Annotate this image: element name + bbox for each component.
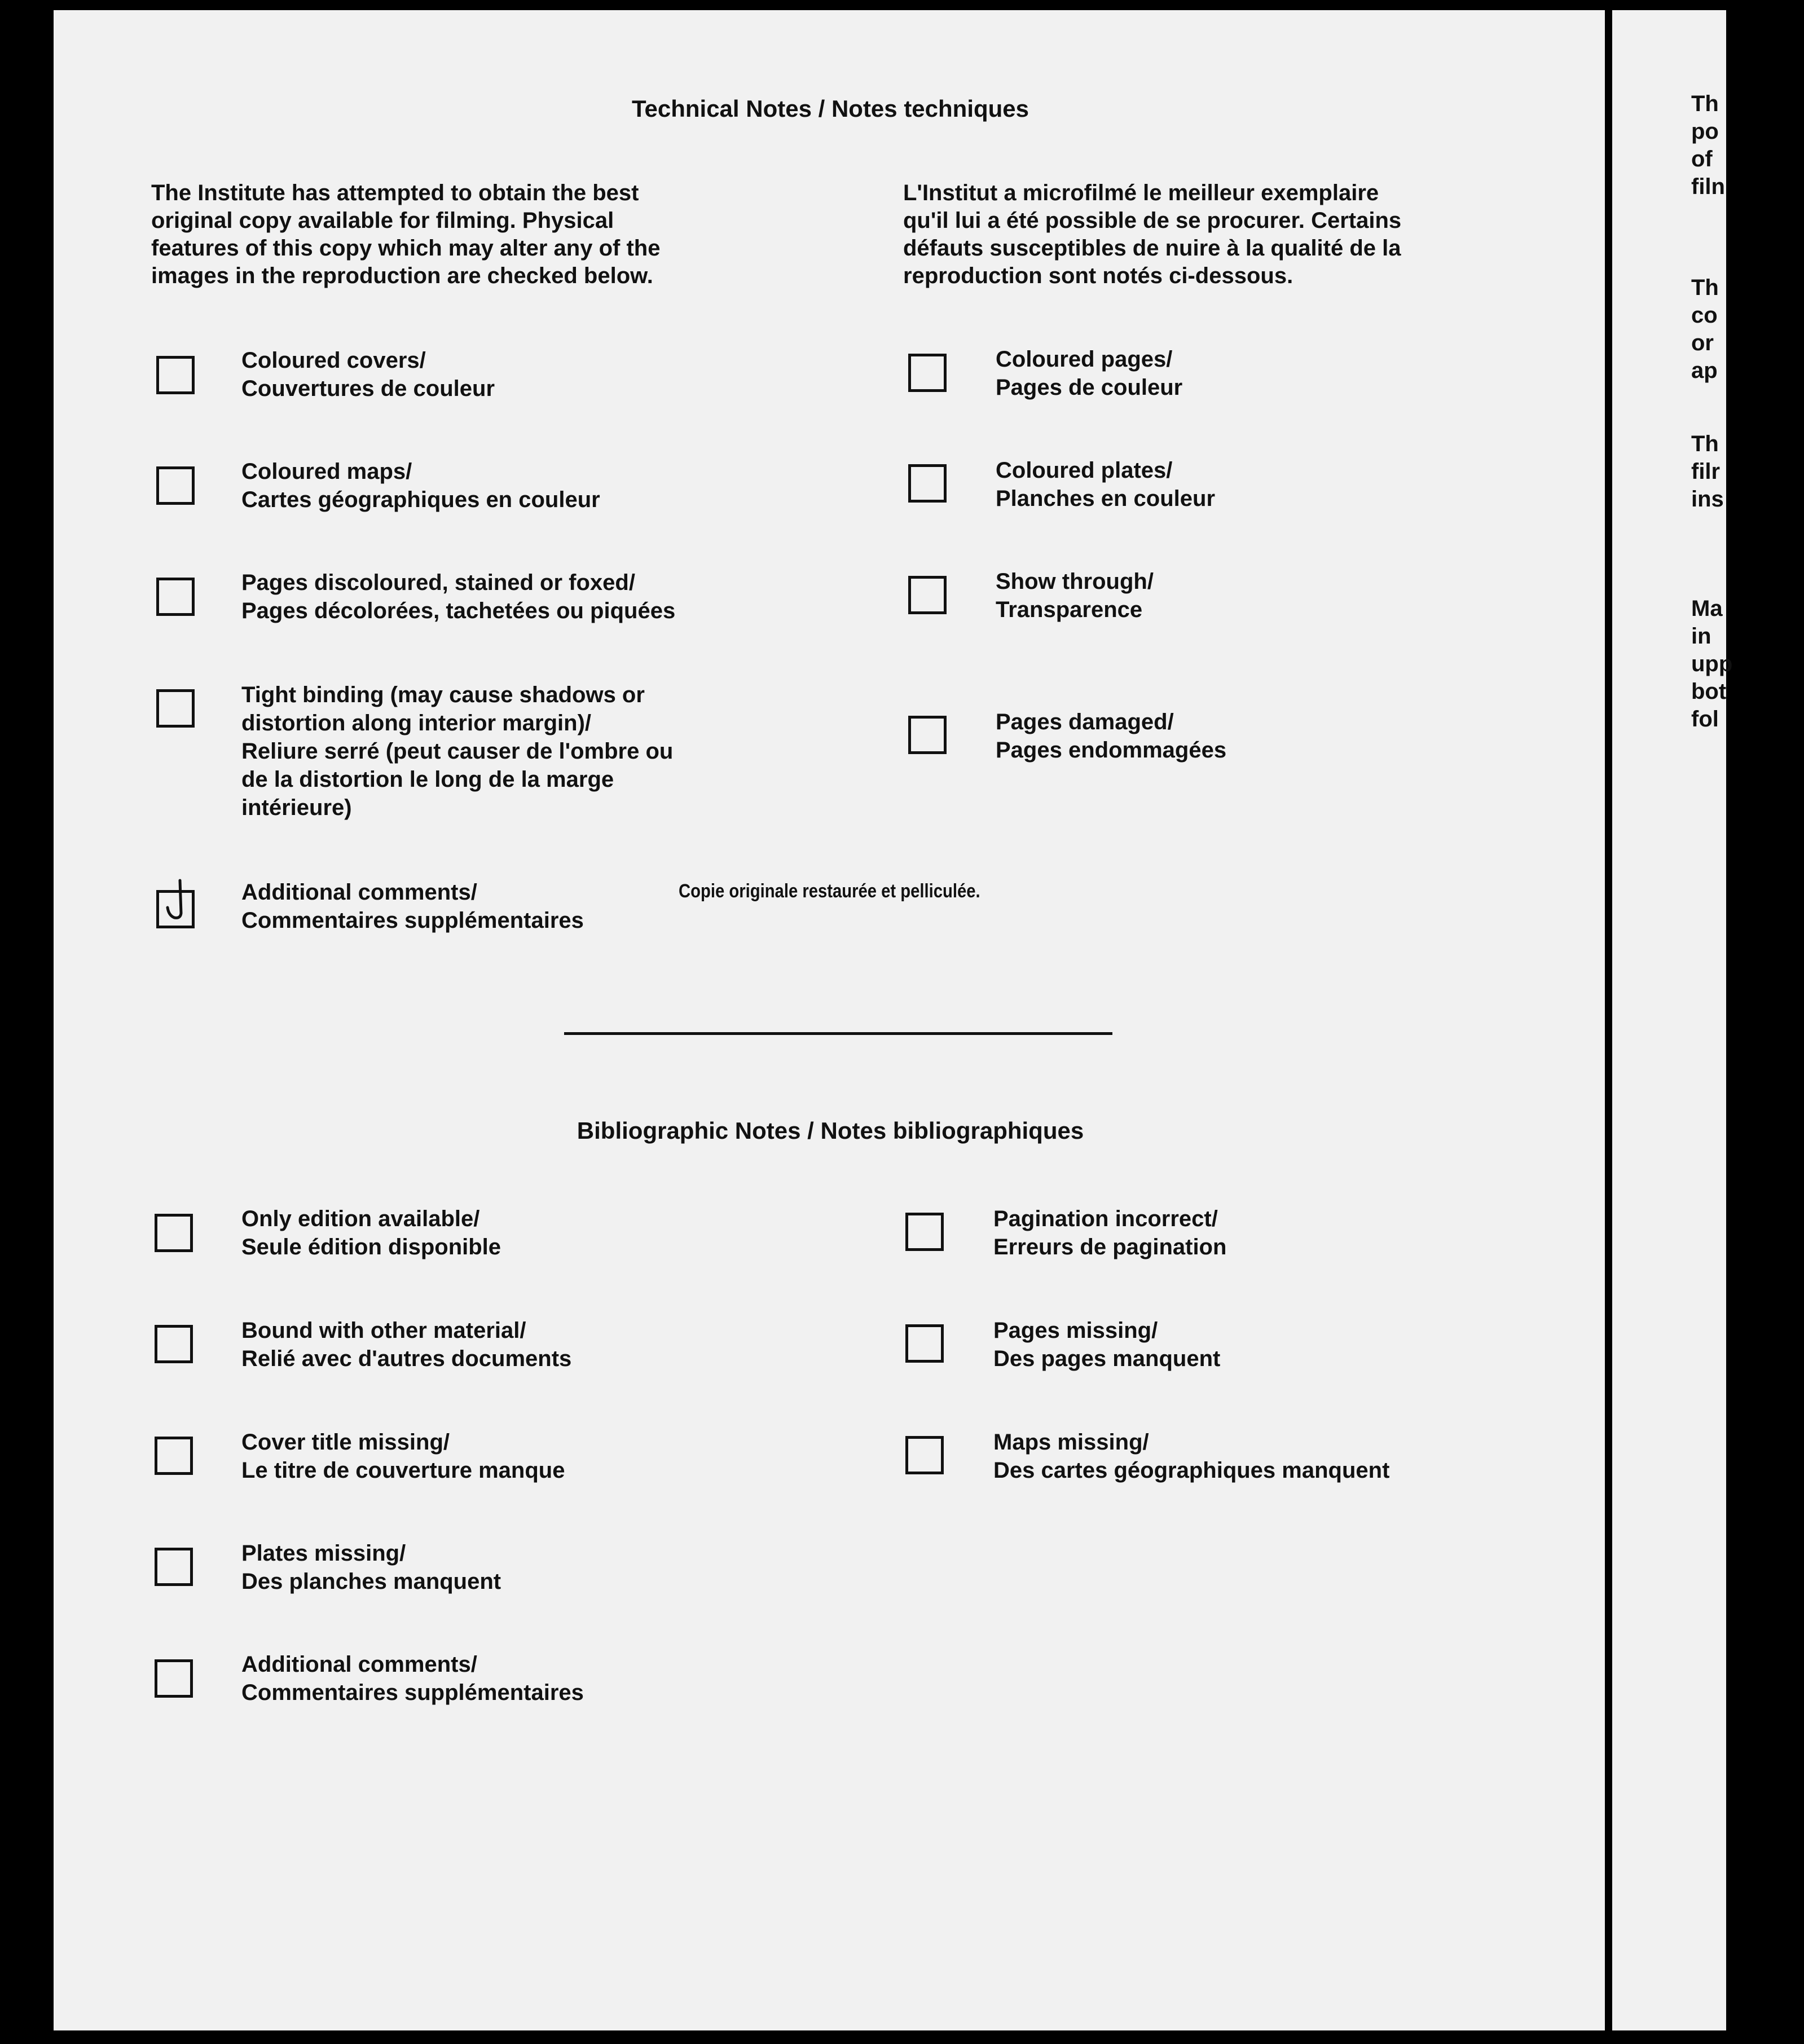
label-only-edition [241,1205,501,1261]
checkbox-maps-missing[interactable] [905,1436,944,1474]
intro-line: original copy available for filming. Physical [151,208,614,233]
label-line: Coloured plates/ [996,458,1173,483]
label-line: Le titre de couverture manque [241,1458,565,1483]
checkbox-coloured-pages[interactable] [908,354,947,392]
checkbox-cover-title-missing[interactable] [155,1437,193,1475]
intro-line: images in the reproduction are checked below. [151,263,653,288]
label-tight-binding [241,681,673,822]
label-line: Pages de couleur [996,375,1183,400]
fragment-line: upp [1691,651,1733,676]
intro-line: reproduction sont notés ci-dessous. [903,263,1293,288]
label-line: Des pages manquent [993,1346,1221,1371]
label-line: Tight binding (may cause shadows or [241,682,645,707]
fragment-block-2 [1691,274,1804,385]
checkbox-pages-discoloured[interactable] [156,578,195,616]
label-coloured-covers [241,346,495,403]
checkbox-only-edition[interactable] [155,1214,193,1252]
fragment-line: co [1691,303,1718,328]
checkbox-additional-comments-technical[interactable] [156,890,195,928]
checkbox-additional-comments-bibliographic[interactable] [155,1659,193,1698]
intro-line: features of this copy which may alter any of the [151,236,661,261]
fragment-block-4 [1691,595,1804,733]
technical-notes-page [54,10,1605,2030]
label-line: Additional comments/ [241,1652,477,1677]
label-line: Plates missing/ [241,1541,406,1566]
fragment-line: Th [1691,275,1719,300]
label-maps-missing [993,1428,1389,1484]
label-pages-damaged [996,708,1226,764]
fragment-line: po [1691,119,1719,144]
label-show-through [996,567,1154,624]
label-line: Commentaires supplémentaires [241,908,584,933]
label-line: Planches en couleur [996,486,1216,511]
label-line: Pages damaged/ [996,710,1174,734]
checkbox-plates-missing[interactable] [155,1548,193,1586]
fragment-line: ap [1691,358,1718,383]
label-line: Seule édition disponible [241,1235,501,1259]
fragment-line: Th [1691,91,1719,116]
intro-line: The Institute has attempted to obtain the best [151,180,639,205]
label-line: Erreurs de pagination [993,1235,1227,1259]
label-line: Only edition available/ [241,1206,480,1231]
label-line: Pagination incorrect/ [993,1206,1218,1231]
label-line: Maps missing/ [993,1430,1149,1455]
label-line: de la distortion le long de la marge [241,767,614,792]
fragment-line: Th [1691,431,1719,456]
section-divider [564,1032,1112,1035]
label-pages-missing [993,1316,1220,1373]
label-line: Des planches manquent [241,1569,501,1594]
label-additional-comments-technical [241,878,584,935]
label-line: Coloured pages/ [996,347,1173,372]
label-line: Cartes géographiques en couleur [241,487,600,512]
check-mark-icon [161,878,192,929]
fragment-line: filn [1691,174,1725,199]
label-plates-missing [241,1539,501,1596]
label-line: Pages endommagées [996,738,1227,763]
label-line: Coloured covers/ [241,348,426,373]
bibliographic-notes-heading: Bibliographic Notes / Notes bibliographiques [577,1117,1084,1144]
intro-french [903,179,1401,290]
label-coloured-pages [996,345,1182,402]
additional-comment-text: Copie originale restaurée et pelliculée. [679,880,980,902]
label-line: Reliure serré (peut causer de l'ombre ou [241,739,674,764]
fragment-line: fol [1691,707,1719,732]
intro-english [151,179,660,290]
label-line: Transparence [996,597,1143,622]
fragment-block-1 [1691,90,1804,201]
label-additional-comments-bibliographic [241,1650,584,1707]
checkbox-show-through[interactable] [908,576,947,614]
label-coloured-maps [241,457,600,514]
technical-notes-heading: Technical Notes / Notes techniques [631,95,1029,122]
fragment-line: or [1691,331,1714,355]
label-line: Bound with other material/ [241,1318,526,1343]
label-line: Pages missing/ [993,1318,1158,1343]
label-line: Des cartes géographiques manquent [993,1458,1390,1483]
checkbox-coloured-covers[interactable] [156,356,195,394]
fragment-line: filr [1691,459,1721,484]
intro-line: défauts susceptibles de nuire à la qualité de la [903,236,1401,261]
fragment-line: ins [1691,487,1724,512]
label-line: intérieure) [241,795,352,820]
checkbox-tight-binding[interactable] [156,689,195,728]
label-line: Additional comments/ [241,880,477,905]
label-cover-title-missing [241,1428,565,1484]
fragment-line: of [1691,147,1713,171]
label-line: distortion along interior margin)/ [241,711,591,735]
checkbox-coloured-plates[interactable] [908,464,947,503]
fragment-line: bot [1691,679,1727,704]
label-line: Pages décolorées, tachetées ou piquées [241,598,676,623]
label-line: Couvertures de couleur [241,376,495,401]
label-bound-with-other [241,1316,571,1373]
checkbox-bound-with-other[interactable] [155,1325,193,1363]
intro-line: L'Institut a microfilmé le meilleur exemplaire [903,180,1379,205]
adjacent-page-strip [1612,10,1733,2030]
label-line: Relié avec d'autres documents [241,1346,572,1371]
checkbox-pagination-incorrect[interactable] [905,1213,944,1251]
label-line: Coloured maps/ [241,459,412,484]
label-coloured-plates [996,456,1215,513]
checkbox-pages-missing[interactable] [905,1324,944,1363]
checkbox-coloured-maps[interactable] [156,466,195,505]
fragment-line: in [1691,624,1711,649]
fragment-line: Ma [1691,596,1723,621]
label-pagination-incorrect [993,1205,1226,1261]
intro-line: qu'il lui a été possible de se procurer. Certains [903,208,1402,233]
fragment-block-3 [1691,430,1804,513]
checkbox-pages-damaged[interactable] [908,716,947,754]
label-line: Cover title missing/ [241,1430,450,1455]
label-line: Pages discoloured, stained or foxed/ [241,570,635,595]
label-line: Show through/ [996,569,1154,594]
label-pages-discoloured [241,569,675,625]
label-line: Commentaires supplémentaires [241,1680,584,1705]
